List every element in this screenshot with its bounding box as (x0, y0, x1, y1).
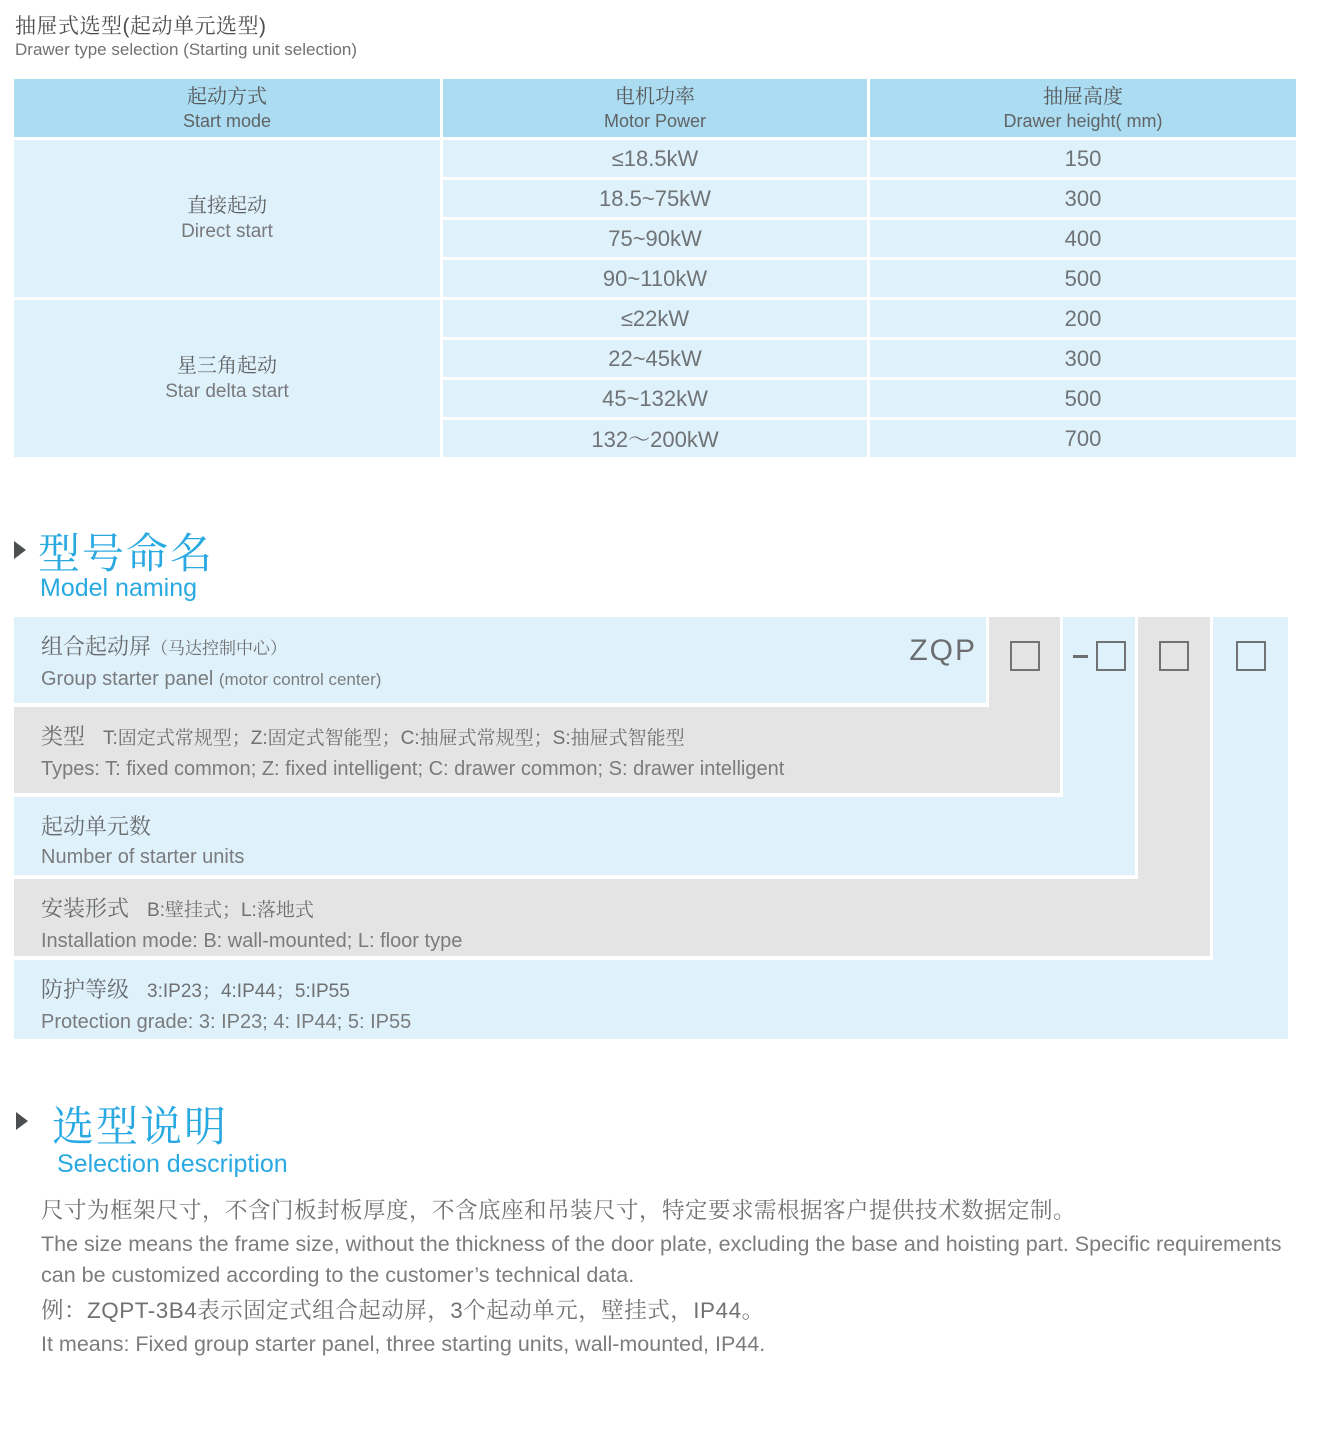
col-header-drawer-height (870, 79, 1296, 137)
table-header-row (14, 79, 1296, 137)
model-code-box-installation (1159, 641, 1189, 671)
model-row-protection-detail: 3:IP23；4:IP44；5:IP55 (147, 981, 350, 1002)
selection-description-body (41, 1194, 1293, 1363)
model-row-protection (14, 960, 1288, 1039)
start-mode-star-delta-en: Star delta start (165, 381, 289, 402)
model-code-prefix: ZQP (909, 634, 977, 667)
model-naming-heading-en: Model naming (40, 574, 198, 602)
model-row-installation-detail: B:壁挂式；L:落地式 (147, 900, 314, 921)
description-paragraph-zh: 尺寸为框架尺寸，不含门板封板厚度，不含底座和吊装尺寸，特定要求需根据客户提供技术数据定制。 (41, 1198, 1077, 1223)
col-header-start-mode-en: Start mode (182, 111, 272, 131)
power-cell: 90~110kW (443, 260, 867, 297)
model-code-box-units (1096, 641, 1126, 671)
power-cell: 18.5~75kW (443, 180, 867, 217)
selection-description-heading-en: Selection description (57, 1150, 288, 1178)
power-cell: ≤22kW (443, 300, 867, 337)
power-cell: 22~45kW (443, 340, 867, 377)
col-header-drawer-height-en: Drawer height( mm) (1003, 111, 1163, 131)
page-title-en: Drawer type selection (Starting unit selection) (15, 40, 358, 59)
model-row-protection-en: Protection grade: 3: IP23; 4: IP44; 5: IP55 (41, 1011, 412, 1033)
table-row (14, 140, 1296, 177)
start-mode-star-delta-zh: 星三角起动 (177, 355, 277, 377)
height-cell: 300 (870, 180, 1296, 217)
model-row-product-zh: 组合起动屏 (41, 634, 152, 659)
height-cell: 200 (870, 300, 1296, 337)
model-row-installation-en: Installation mode: B: wall-mounted; L: floor type (41, 930, 463, 952)
col-header-start-mode (14, 79, 440, 137)
height-cell: 300 (870, 340, 1296, 377)
model-row-type-detail: T:固定式常规型；Z:固定式智能型；C:抽屉式常规型；S:抽屉式智能型 (103, 728, 685, 749)
model-code-dash (1073, 655, 1088, 658)
height-cell: 500 (870, 380, 1296, 417)
model-row-type-en: Types: T: fixed common; Z: fixed intelligent; C: drawer common; S: drawer intelligent (41, 758, 785, 780)
height-cell: 150 (870, 140, 1296, 177)
description-example-en: It means: Fixed group starter panel, three starting units, wall-mounted, IP44. (41, 1332, 766, 1356)
description-example-zh: 例：ZQPT-3B4表示固定式组合起动屏，3个起动单元，壁挂式，IP44。 (41, 1298, 765, 1323)
model-row-type (14, 707, 1060, 793)
model-naming-heading-zh: 型号命名 (38, 530, 215, 577)
model-row-product-en: Group starter panel (41, 668, 214, 690)
start-mode-cell-star-delta (14, 300, 440, 457)
power-cell: 45~132kW (443, 380, 867, 417)
table-row (14, 300, 1296, 337)
model-code-box-type (1010, 641, 1040, 671)
selection-description-heading-zh: 选型说明 (52, 1103, 229, 1150)
col-header-motor-power (443, 79, 867, 137)
description-paragraph-en: The size means the frame size, without the thickness of the door plate, excluding the base and hoisting part. Specific requirements can be customized according to the customer’s technical data. (41, 1232, 1282, 1287)
power-cell: ≤18.5kW (443, 140, 867, 177)
model-row-installation-label: 安装形式 (41, 896, 130, 921)
model-row-starter-units-label: 起动单元数 (41, 814, 152, 839)
power-cell: 75~90kW (443, 220, 867, 257)
power-cell: 132～200kW (443, 420, 867, 457)
model-row-product-zh-small: （马达控制中心） (151, 639, 288, 658)
model-row-protection-label: 防护等级 (41, 977, 130, 1002)
height-cell: 400 (870, 220, 1296, 257)
start-mode-direct-en: Direct start (181, 221, 273, 242)
model-row-type-label: 类型 (41, 724, 86, 749)
col-header-motor-power-zh: 电机功率 (615, 86, 695, 108)
model-row-product-en-small: (motor control center) (218, 670, 382, 689)
start-mode-cell-direct (14, 140, 440, 297)
section-arrow-icon (14, 541, 26, 559)
height-cell: 500 (870, 260, 1296, 297)
start-mode-direct-zh: 直接起动 (187, 195, 267, 217)
model-row-starter-units (14, 797, 1135, 875)
col-header-motor-power-en: Motor Power (603, 111, 707, 131)
col-header-drawer-height-zh: 抽屉高度 (1043, 86, 1123, 108)
page-title-zh: 抽屉式选型(起动单元选型) (15, 15, 267, 38)
drawer-selection-table (11, 76, 1299, 460)
model-row-installation (14, 879, 1210, 956)
height-cell: 700 (870, 420, 1296, 457)
model-row-product (14, 617, 986, 703)
model-code-box-protection (1236, 641, 1266, 671)
model-row-starter-units-en: Number of starter units (41, 846, 245, 868)
col-header-start-mode-zh: 起动方式 (187, 86, 267, 108)
section-arrow-icon (16, 1112, 28, 1130)
